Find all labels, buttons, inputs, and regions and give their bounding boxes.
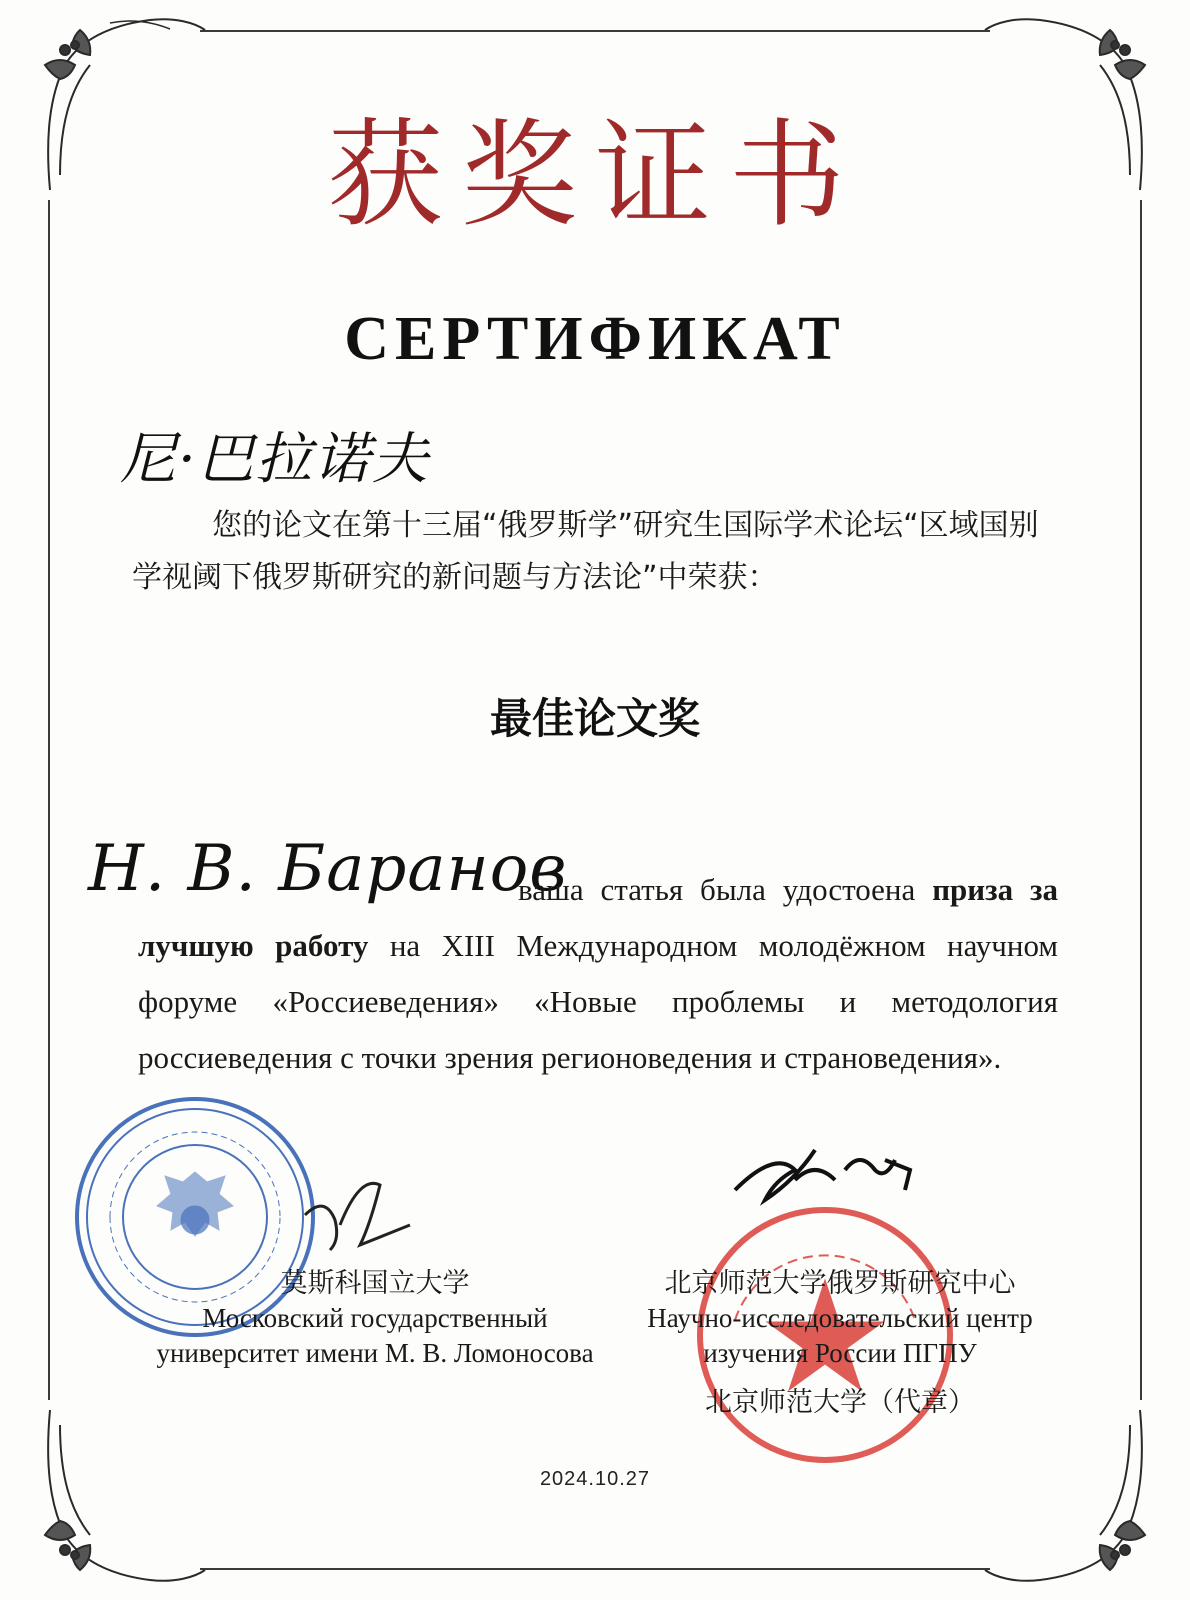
corner-ornament-bottom-left — [20, 1405, 210, 1595]
frame-bottom-line — [200, 1568, 990, 1570]
issuer-left-name-ru-line2: университет имени М. В. Ломоносова — [156, 1338, 594, 1368]
recipient-name-russian-handwritten: Н. В. Баранов — [88, 832, 568, 906]
body-ru-part2: на XIII Международном молодёжном научном форуме «Россиеведения» «Новые проблемы и методология россиеведения с точки зрения регионоведения и страноведения». — [138, 928, 1058, 1075]
certificate-title-chinese: 获奖证书 — [327, 108, 863, 243]
certificate-title-russian: СЕРТИФИКАТ — [344, 305, 846, 373]
frame-right-line — [1140, 200, 1142, 1400]
frame-left-line — [48, 200, 50, 1400]
body-ru-prize-bold: приза за лучшую работу — [138, 872, 1058, 963]
issuer-left-msu — [140, 1266, 610, 1371]
issue-date: 2024.10.27 — [539, 1468, 651, 1490]
issuer-left-name-cn: 莫斯科国立大学 — [280, 1268, 470, 1298]
issuer-left-name-ru-line1: Московский государственный — [202, 1303, 548, 1333]
recipient-name-chinese: 尼·巴拉诺夫 — [120, 427, 430, 492]
issuer-right-bnu — [630, 1266, 1050, 1420]
msu-signature — [300, 1175, 440, 1265]
corner-ornament-bottom-right — [980, 1405, 1170, 1595]
body-ru-part1: ваша статья была удостоена — [518, 872, 933, 907]
bnu-signature — [725, 1120, 935, 1220]
issuer-right-stamp-note: 北京师范大学（代章） — [705, 1387, 975, 1417]
body-text-russian — [138, 862, 1058, 1086]
body-text-chinese: 您的论文在第十三届“俄罗斯学”研究生国际学术论坛“区域国别学视阈下俄罗斯研究的新问题与方法论”中荣获： — [132, 508, 1039, 595]
frame-top-line — [200, 30, 990, 32]
issuer-right-name-cn: 北京师范大学俄罗斯研究中心 — [664, 1268, 1016, 1298]
recipient-name-chinese-handwritten — [120, 415, 480, 495]
issuer-right-name-ru-line1: Научно-исследовательский центр — [647, 1303, 1033, 1333]
award-name-chinese: 最佳论文奖 — [489, 694, 700, 743]
issuer-right-name-ru-line2: изучения России ПГПУ — [703, 1338, 977, 1368]
